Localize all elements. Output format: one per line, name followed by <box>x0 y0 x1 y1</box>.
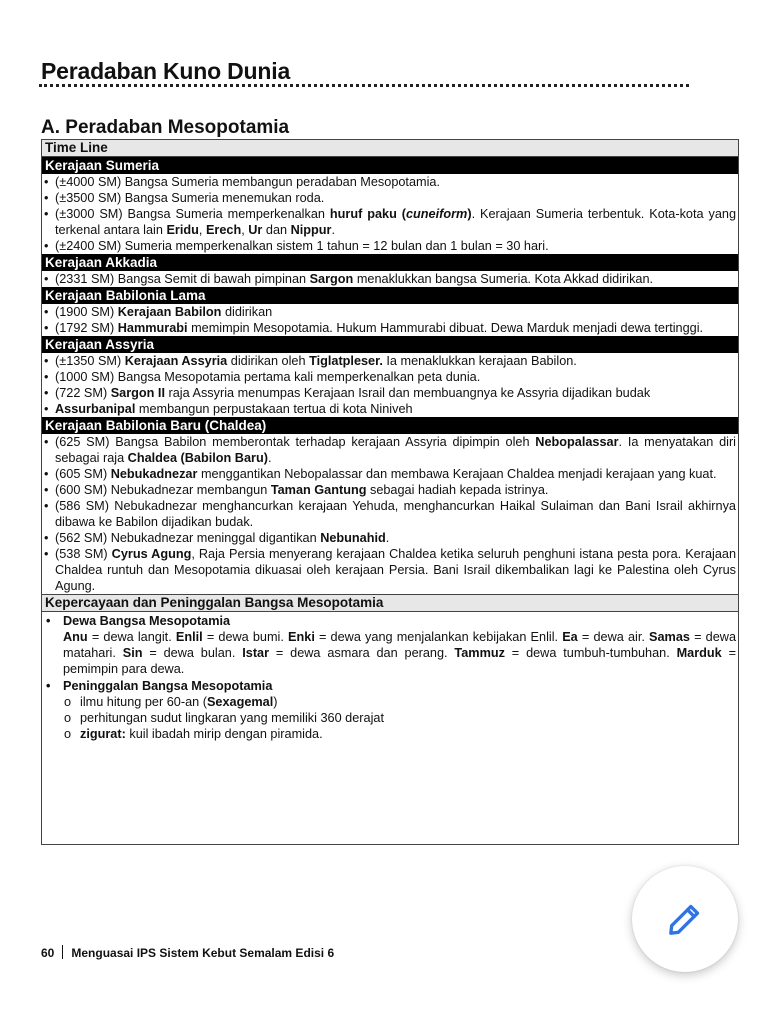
legacy-item: o perhitungan sudut lingkaran yang memiliki 360 derajat <box>42 710 738 726</box>
timeline-item: • (562 SM) Nebukadnezar meninggal digantikan Nebunahid. <box>42 530 738 546</box>
timeline-item: • (2331 SM) Bangsa Semit di bawah pimpinan Sargon menaklukkan bangsa Sumeria. Kota Akkad didirikan. <box>42 271 738 287</box>
timeline-item: • (600 SM) Nebukadnezar membangun Taman Gantung sebagai hadiah kepada istrinya. <box>42 482 738 498</box>
gods-heading: • Dewa Bangsa Mesopotamia <box>42 613 738 629</box>
timeline-item: • (±3000 SM) Bangsa Sumeria memperkenalkan huruf paku (cuneiform). Kerajaan Sumeria terbentuk. Kota-kota yang terkenal antara lain Eridu, Erech, Ur dan Nippur. <box>42 206 738 238</box>
timeline-item: • (±3500 SM) Bangsa Sumeria menemukan roda. <box>42 190 738 206</box>
pencil-icon <box>665 899 705 939</box>
legacy-list <box>42 694 738 742</box>
timeline-header: Time Line <box>42 140 738 157</box>
timeline-item: • (±1350 SM) Kerajaan Assyria didirikan oleh Tiglatpleser. Ia menaklukkan kerajaan Babilon. <box>42 353 738 369</box>
beliefs-title: Kepercayaan dan Peninggalan Bangsa Mesopotamia <box>42 594 738 612</box>
timeline-item: • Assurbanipal membangun perpustakaan tertua di kota Niniveh <box>42 401 738 417</box>
legacy-item: o ilmu hitung per 60-an (Sexagemal) <box>42 694 738 710</box>
kingdom-title: Kerajaan Babilonia Lama <box>42 287 738 304</box>
timeline-item: • (1900 SM) Kerajaan Babilon didirikan <box>42 304 738 320</box>
footer-separator <box>62 945 63 959</box>
timeline-item: • (625 SM) Bangsa Babilon memberontak terhadap kerajaan Assyria dipimpin oleh Nebopalassar. Ia menyatakan diri sebagai raja Chaldea (Babilon Baru). <box>42 434 738 466</box>
timeline-item: • (1000 SM) Bangsa Mesopotamia pertama kali memperkenalkan peta dunia. <box>42 369 738 385</box>
timeline-item: • (±4000 SM) Bangsa Sumeria membangun peradaban Mesopotamia. <box>42 174 738 190</box>
gods-description: Anu = dewa langit. Enlil = dewa bumi. Enki = dewa yang menjalankan kebijakan Enlil. Ea = dewa air. Samas = dewa matahari. Sin = dewa bulan. Istar = dewa asmara dan perang. Tammuz = dewa tumbuh-tumbuhan. Marduk = pemimpin para dewa. <box>63 630 736 676</box>
kingdom-title: Kerajaan Babilonia Baru (Chaldea) <box>42 417 738 434</box>
edit-button[interactable] <box>632 866 738 972</box>
page-title: Peradaban Kuno Dunia <box>41 58 291 84</box>
timeline-item: • (538 SM) Cyrus Agung, Raja Persia menyerang kerajaan Chaldea ketika seluruh penghuni istana pesta pora. Kerajaan Chaldea runtuh dan Mesopotamia dikuasai oleh kerajaan Persia. Bani Israil dikembalikan lagi ke Palestina oleh Cyrus Agung. <box>42 546 738 594</box>
legacy-item: o zigurat: kuil ibadah mirip dengan piramida. <box>42 726 738 742</box>
timeline-item: • (605 SM) Nebukadnezar menggantikan Nebopalassar dan membawa Kerajaan Chaldea menjadi kerajaan yang kuat. <box>42 466 738 482</box>
legacy-heading: • Peninggalan Bangsa Mesopotamia <box>42 678 738 694</box>
timeline-item: • (±2400 SM) Sumeria memperkenalkan sistem 1 tahun = 12 bulan dan 1 bulan = 30 hari. <box>42 238 738 254</box>
timeline-item: • (1792 SM) Hammurabi memimpin Mesopotamia. Hukum Hammurabi dibuat. Dewa Marduk menjadi dewa tertinggi. <box>42 320 738 336</box>
section-heading: A. Peradaban Mesopotamia <box>41 117 290 138</box>
title-dotted-rule <box>39 84 689 87</box>
page-footer <box>41 945 334 960</box>
kingdom-title: Kerajaan Sumeria <box>42 157 738 174</box>
timeline-table <box>41 139 739 845</box>
timeline-item: • (722 SM) Sargon II raja Assyria menumpas Kerajaan Israil dan membuangnya ke Assyria dijadikan budak <box>42 385 738 401</box>
kingdom-title: Kerajaan Akkadia <box>42 254 738 271</box>
timeline-item: • (586 SM) Nebukadnezar menghancurkan kerajaan Yehuda, menghancurkan Haikal Sulaiman dan Bani Israil akhirnya dibawa ke Babilon dijadikan budak. <box>42 498 738 530</box>
page-number: 60 <box>41 946 55 960</box>
book-title: Menguasai IPS Sistem Kebut Semalam Edisi 6 <box>71 946 335 960</box>
kingdoms-list <box>42 157 738 594</box>
kingdom-title: Kerajaan Assyria <box>42 336 738 353</box>
